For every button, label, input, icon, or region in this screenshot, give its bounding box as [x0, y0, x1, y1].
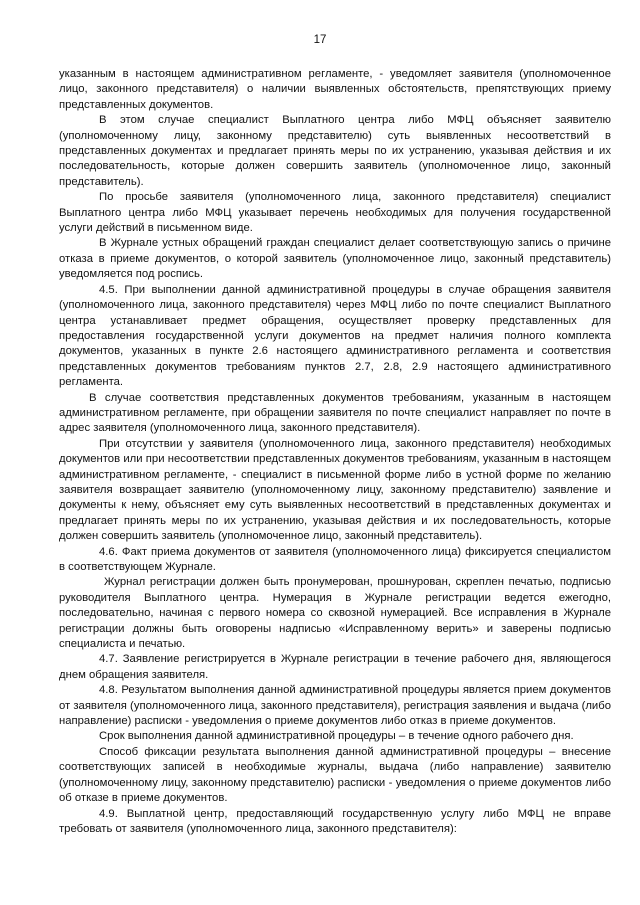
page-number: 17 [313, 34, 327, 46]
paragraph-section-4-7: 4.7. Заявление регистрируется в Журнале регистрации в течение рабочего дня, являющегося днем обращения заявителя. [59, 653, 611, 681]
paragraph-4: В Журнале устных обращений граждан специалист делает соответствующую запись о причине отказа в приеме документов, о которой заявитель (уполномоченное лицо, законный представитель) уведомляется под роспись. [59, 237, 611, 281]
paragraph-6: В случае соответствия представленных документов требованиям, указанным в настоящем административном регламенте, при обращении заявителя по почте специалист направляет по почте в адрес заявителя (уполномоченного лица, законного представителя). [59, 391, 611, 435]
paragraph-journal: Журнал регистрации должен быть пронумерован, прошнурован, скреплен печатью, подписью руководителя Выплатного центра. Нумерация в Журнале регистрации ведется ежегодно, последовательно, начиная с первого номера со сквозной нумерацией. Все исправления в Журнале регистрации должны быть оговорены надписью «Исправленному верить» и заверены подписью специалиста и печатью. [59, 576, 611, 651]
paragraph-section-4-5: 4.5. При выполнении данной административной процедуры в случае обращения заявителя (уполномоченного лица, законного представителя) через МФЦ либо по почте специалист Выплатного центра устанавливает предмет обращения, осуществляет проверку представленных для предоставления государственной услуги документов на предмет наличия полного комплекта документов, указанных в пункте 2.6 настоящего административного регламента и соответствия представленных документов требованиям пунктов 2.7, 2.8, 2.9 настоящего административного регламента. [59, 283, 611, 389]
document-body [59, 67, 611, 837]
paragraph-deadline: Срок выполнения данной административной процедуры – в течение одного рабочего дня. [99, 730, 574, 743]
paragraph-section-4-9: 4.9. Выплатной центр, предоставляющий государственную услугу либо МФЦ не вправе требовать от заявителя (уполномоченного лица, законного представителя): [59, 807, 611, 835]
paragraph-2: В этом случае специалист Выплатного центра либо МФЦ объясняет заявителю (уполномоченному лицу, законному представителю) суть выявленных несоответствий в представленных документах и предлагает принять меры по их устранению, указывая действия и их последовательность, которые должен совершить заявитель (уполномоченное лицо, законный представитель). [59, 114, 611, 188]
paragraph-section-4-6: 4.6. Факт приема документов от заявителя (уполномоченного лица) фиксируется специалистом в соответствующем Журнале. [59, 545, 611, 573]
paragraph-fixation: Способ фиксации результата выполнения данной административной процедуры – внесение соответствующих записей в необходимые журналы, выдача (либо направление) заявителю (уполномоченному лицу, законному представителю) расписки - уведомления о приеме документов либо об отказе в приеме документов. [59, 745, 611, 805]
paragraph-section-4-8: 4.8. Результатом выполнения данной административной процедуры является прием документов от заявителя (уполномоченного лица, законного представителя), регистрация заявления и выдача (либо направление) расписки - уведомления о приеме документов либо отказ в приеме документов. [59, 684, 611, 728]
paragraph-3: По просьбе заявителя (уполномоченного лица, законного представителя) специалист Выплатного центра либо МФЦ указывает перечень необходимых для получения государственной услуги действий в письменном виде. [59, 191, 611, 235]
paragraph-7: При отсутствии у заявителя (уполномоченного лица, законного представителя) необходимых документов или при несоответствии представленных документов требованиям, указанным в настоящем административном регламенте, - специалист в письменной форме либо в устной форме по желанию заявителя возвращает заявителю (уполномоченному лицу, законному представителю) заявление и документы к нему, объясняет ему суть выявленных несоответствий в представленных документах и предлагает принять меры по их устранению, указывая действия и их последовательность, которые должен совершить заявитель (уполномоченное лицо, законный представитель). [59, 437, 611, 543]
paragraph-1: указанным в настоящем административном регламенте, - уведомляет заявителя (уполномоченное лицо, законного представителя) о наличии выявленных обстоятельств, препятствующих приему представленных документов. [59, 68, 611, 111]
